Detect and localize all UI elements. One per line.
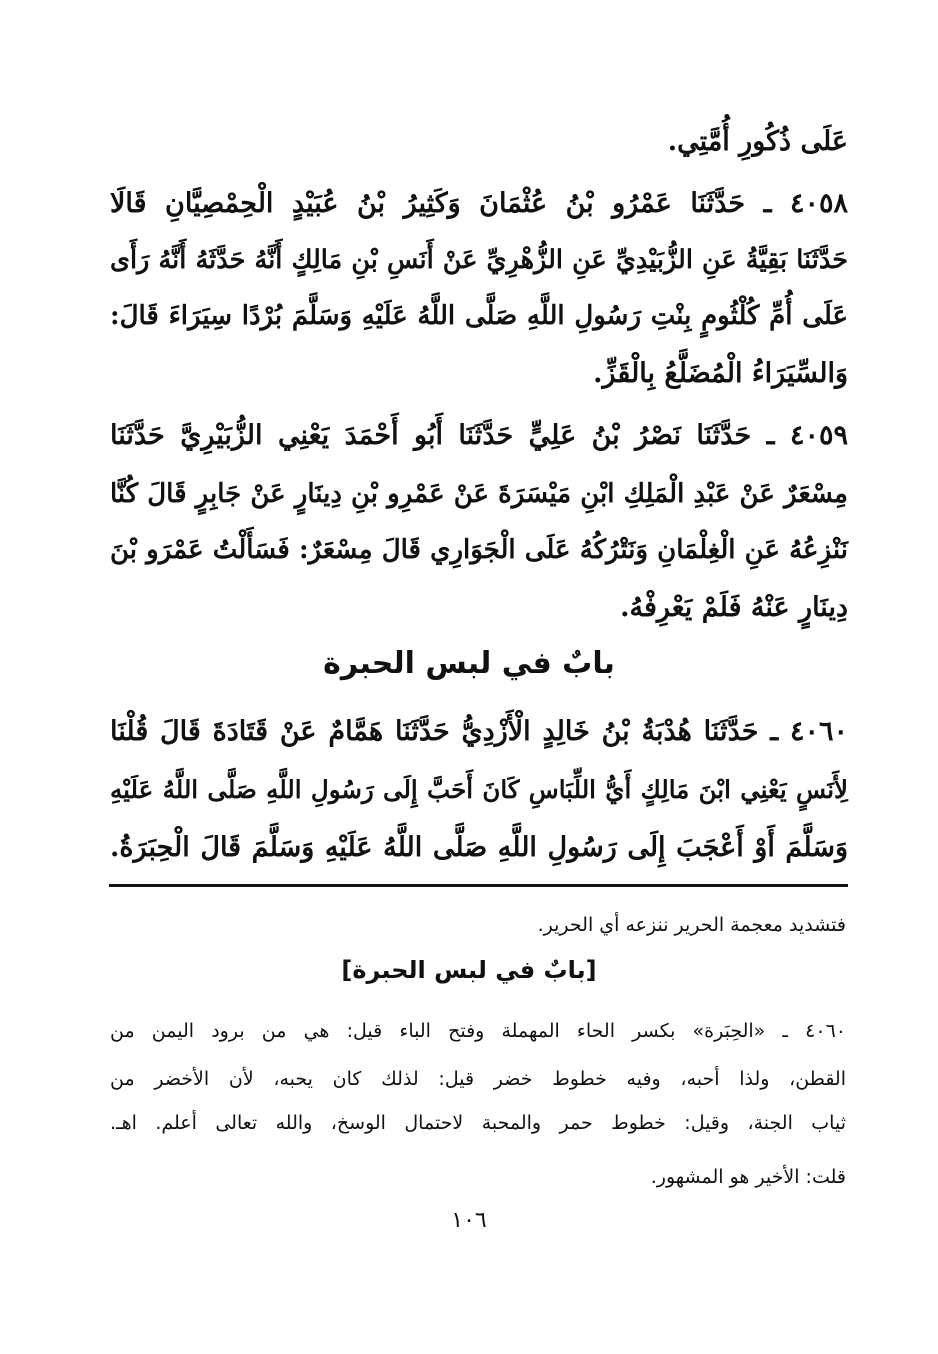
hadith-4058-line-1: ٤٠٥٨ ـ حَدَّثَنَا عَمْرُو بْنُ عُثْمَانَ وَكَثِيرُ بْنُ عُبَيْدٍ الْحِمْصِيَّانِ قَالَا	[110, 188, 848, 219]
footnote-4060-line-4: قلت: الأخير هو المشهور.	[650, 1166, 846, 1188]
hadith-4058-line-2: حَدَّثَنَا بَقِيَّةُ عَنِ الزُّبَيْدِيِّ عَنِ الزُّهْرِيِّ عَنْ أَنَسِ بْنِ مَالِكٍ أَنَّهُ حَدَّثَهُ أَنَّهُ رَأَى	[110, 245, 848, 275]
hadith-4059-line-1: ٤٠٥٩ ـ حَدَّثَنَا نَصْرُ بْنُ عَلِيٍّ حَدَّثَنَا أَبُو أَحْمَدَ يَعْنِي الزُّبَيْرِيَّ حَدَّثَنَا	[110, 420, 848, 451]
footnote-4060-line-3: ثياب الجنة، وقيل: خطوط حمر والمحبة لاحتمال الوسخ، والله تعالى أعلم. اهـ.	[110, 1112, 846, 1134]
hadith-4060-line-3: وَسَلَّمَ أَوْ أَعْجَبَ إِلَى رَسُولِ اللَّهِ صَلَّى اللَّهُ عَلَيْهِ وَسَلَّمَ قَالَ الْحِبَرَةُ.	[110, 832, 848, 863]
page-number: ١٠٦	[451, 1208, 487, 1233]
hadith-4058-line-3: عَلَى أُمِّ كُلْثُومٍ بِنْتِ رَسُولِ اللَّهِ صَلَّى اللَّهُ عَلَيْهِ وَسَلَّمَ بُرْدًا سِيَرَاءَ قَالَ:	[110, 301, 848, 331]
hadith-4059-line-4: دِينَارٍ عَنْهُ فَلَمْ يَعْرِفْهُ.	[620, 592, 848, 623]
footnote-chapter-heading: [بابٌ في لبس الحبرة]	[341, 956, 597, 984]
main-text-line-1: عَلَى ذُكُورِ أُمَّتِي.	[667, 126, 848, 157]
hadith-4058-line-4: وَالسِّيَرَاءُ الْمُضَلَّعُ بِالْقَزِّ.	[593, 358, 848, 389]
hadith-4059-line-3: نَنْزِعُهُ عَنِ الْغِلْمَانِ وَنَتْرُكُهُ عَلَى الْجَوَارِي قَالَ مِسْعَرٌ: فَسَأَلْتُ عَمْرَو بْنَ	[110, 535, 848, 565]
footnote-4060-line-2: القطن، ولذا أحبه، وفيه خطوط خضر قيل: لذلك كان يحبه، لأن الأخضر من	[110, 1068, 846, 1090]
footnote-line-1: فتشديد معجمة الحرير ننزعه أي الحرير.	[537, 914, 846, 936]
footnote-4060-line-1: ٤٠٦٠ ـ «الحِبَرة» بكسر الحاء المهملة وفتح الباء قيل: هي من برود اليمن من	[110, 1020, 846, 1042]
hadith-4060-line-2: لِأَنَسٍ يَعْنِي ابْنَ مَالِكٍ أَيُّ اللِّبَاسِ كَانَ أَحَبَّ إِلَى رَسُولِ اللَّهِ صَلَّى اللَّهُ عَلَيْهِ	[110, 775, 848, 804]
hadith-4060-line-1: ٤٠٦٠ ـ حَدَّثَنَا هُدْبَةُ بْنُ خَالِدٍ الْأَزْدِيُّ حَدَّثَنَا هَمَّامٌ عَنْ قَتَادَةَ قَالَ قُلْنَا	[110, 716, 848, 747]
chapter-heading: بابٌ في لبس الحبرة	[323, 646, 615, 681]
footnote-divider	[109, 884, 848, 887]
hadith-4059-line-2: مِسْعَرٌ عَنْ عَبْدِ الْمَلِكِ ابْنِ مَيْسَرَةَ عَنْ عَمْرِو بْنِ دِينَارٍ عَنْ جَابِرٍ قَالَ كُنَّا	[110, 479, 848, 509]
